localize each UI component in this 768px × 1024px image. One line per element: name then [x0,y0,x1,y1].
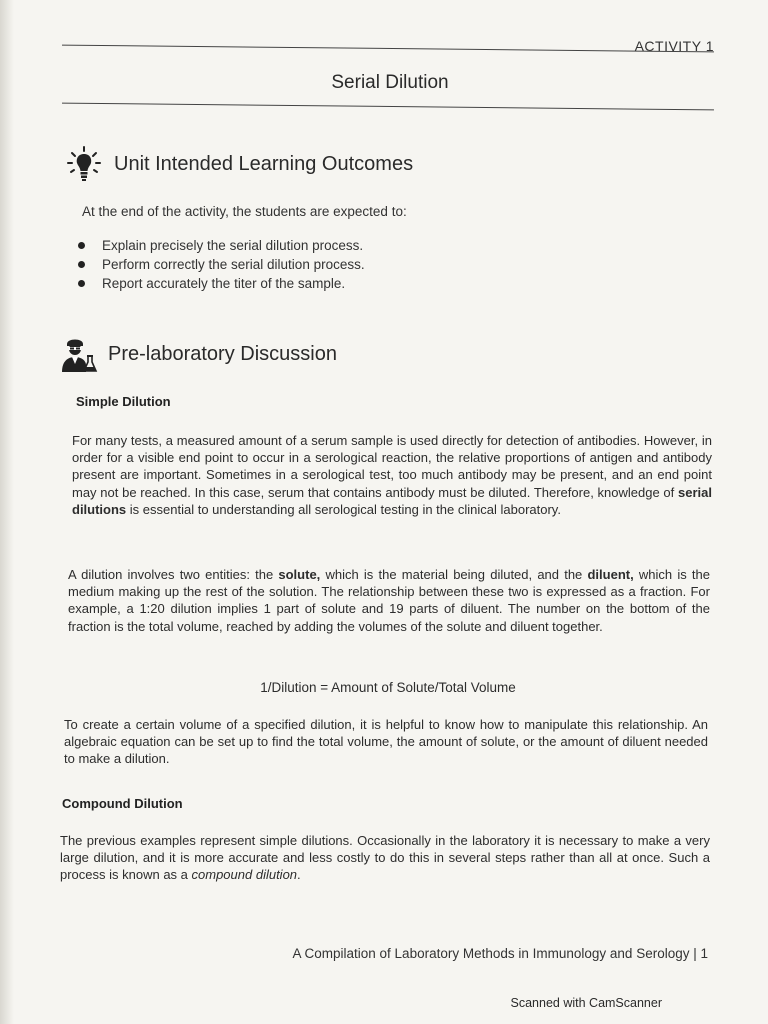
lightbulb-icon [64,144,104,184]
ilo-section-heading [64,144,413,184]
scanner-watermark: Scanned with CamScanner [510,996,662,1010]
paragraph-dilution-definition: A dilution involves two entities: the solute, which is the material being diluted, and the diluent, which is the medium making up the rest of the solution. The relationship between these two is expressed as a fraction. For example, a 1:20 dilution implies 1 part of solute and 19 parts of diluent. The number on the bottom of the fraction is the total volume, reached by adding the volumes of the solute and diluent together. [68,567,710,634]
bullet-icon [78,280,85,287]
prelab-section-heading [58,334,337,374]
outcomes-list [78,236,365,293]
scientist-icon [58,334,98,374]
compound-dilution-heading: Compound Dilution [62,796,183,811]
paragraph-simple-intro: For many tests, a measured amount of a serum sample is used directly for detection of antibodies. However, in order for a visible end point to occur in a serological reaction, the relative proportions of antigen and antibody present are important. Sometimes in a serological test, too much antibody may be present, and an end point may not be reached. In this case, serum that contains antibody must be diluted. Therefore, knowledge of serial dilutions is essential to understanding all serological testing in the clinical laboratory. [72,433,712,517]
ilo-intro: At the end of the activity, the students are expected to: [82,204,407,219]
header-rule-top [62,45,714,53]
ilo-heading-text: Unit Intended Learning Outcomes [114,152,414,175]
paragraph-compound: The previous examples represent simple dilutions. Occasionally in the laboratory it is necessary to make a very large dilution, and it is more accurate and less costly to do this in several steps rather than all at once. Such a process is known as a compound dilution. [60,833,710,883]
activity-label: ACTIVITY 1 [634,38,714,54]
page-edge-shadow [0,0,14,1024]
paragraph-manipulation: To create a certain volume of a specified dilution, it is helpful to know how to manipulate this relationship. An algebraic equation can be set up to find the total volume, the amount of solute, or the amount of diluent needed to make a dilution. [64,717,708,767]
bullet-icon [78,242,85,249]
header-rule-bottom [62,103,714,111]
prelab-heading-text: Pre-laboratory Discussion [108,342,337,365]
page-footer: A Compilation of Laboratory Methods in Immunology and Serology | 1 [292,946,708,961]
bullet-icon [78,261,85,268]
simple-dilution-heading: Simple Dilution [76,394,171,409]
list-item: Perform correctly the serial dilution process. [78,255,365,274]
page-title: Serial Dilution [331,72,449,93]
dilution-formula: 1/Dilution = Amount of Solute/Total Volume [260,680,516,695]
list-item: Explain precisely the serial dilution process. [78,236,365,255]
list-item: Report accurately the titer of the sample. [78,274,365,293]
